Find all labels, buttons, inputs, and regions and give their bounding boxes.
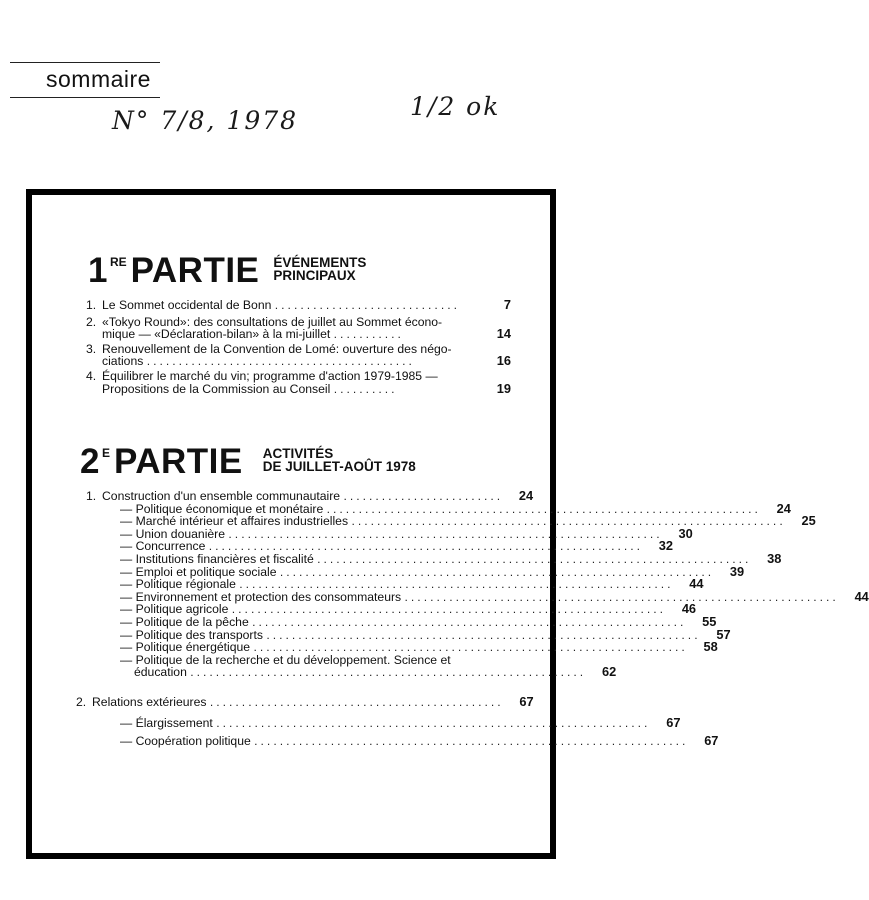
part1-number: 1 — [88, 251, 108, 290]
toc-item-label: — Politique régionale — [120, 577, 236, 592]
toc-item-continuation[interactable]: mique — «Déclaration-bilan» à la mi-juillet ........... 14 — [102, 326, 511, 342]
toc-item[interactable]: — Politique des transports .................................................................... 57 — [120, 626, 731, 642]
toc-item-label: — Concurrence — [120, 539, 206, 554]
toc-item-label: — Politique économique et monétaire — [120, 501, 324, 516]
toc-item-page: 57 — [716, 626, 731, 642]
toc-item-page: 14 — [496, 326, 511, 342]
part1-subtitle-line2: PRINCIPAUX — [273, 268, 356, 283]
toc-item[interactable]: — Concurrence .................................................................... 32 — [120, 538, 674, 554]
part2-subtitle-line1: ACTIVITÉS — [262, 446, 334, 461]
toc-section-label: Relations extérieures — [92, 694, 207, 709]
toc-item-page: 38 — [767, 550, 782, 566]
toc-item-label: — Environnement et protection des consommateurs — [120, 589, 402, 604]
toc-item-page: 44 — [854, 588, 869, 604]
toc-item-label: Équilibrer le marché du vin; programme d'action 1979-1985 — — [102, 368, 438, 383]
toc-item-label: — Institutions financières et fiscalité — [120, 551, 314, 566]
toc-item-label: ciations — [102, 354, 144, 369]
toc-item-label: Renouvellement de la Convention de Lomé: ouverture des négo- — [102, 341, 452, 356]
toc-item-label: — Politique agricole — [120, 602, 229, 617]
handwritten-issue-number: N° 7/8, 1978 — [112, 106, 299, 135]
toc-item-page: 55 — [702, 613, 717, 629]
toc-item-page: 25 — [801, 513, 816, 529]
toc-item[interactable]: — Politique énergétique .................................................................... 58 — [120, 639, 718, 655]
toc-item[interactable]: — Coopération politique .................................................................... 67 — [120, 733, 719, 749]
part2-number: 2 — [80, 442, 100, 481]
toc-item-continuation[interactable]: ciations .......................................... 16 — [102, 353, 511, 369]
toc-item-label: — Politique de la pêche — [120, 614, 249, 629]
toc-item[interactable]: 1. Le Sommet occidental de Bonn ............................. 7 — [86, 297, 511, 312]
toc-item[interactable]: — Environnement et protection des consommateurs .................................................................... 44 — [120, 588, 869, 604]
toc-item[interactable]: — Institutions financières et fiscalité .................................................................... 38 — [120, 550, 782, 566]
toc-item-label: — Coopération politique — [120, 734, 251, 749]
toc-item-number: 4. — [86, 368, 97, 383]
toc-item[interactable]: — Élargissement .................................................................... 67 — [120, 714, 681, 730]
toc-section-label: Construction d'un ensemble communautaire — [102, 489, 341, 503]
toc-item-page: 30 — [678, 525, 693, 541]
toc-item-label: mique — «Déclaration-bilan» à la mi-juillet — [102, 327, 331, 342]
toc-item-label: — Élargissement — [120, 715, 213, 730]
toc-item[interactable]: — Politique économique et monétaire .................................................................... 24 — [120, 500, 791, 516]
toc-item-page: 58 — [703, 639, 718, 655]
toc-item-page: 44 — [689, 576, 704, 592]
toc-item[interactable]: — Union douanière .................................................................... 30 — [120, 525, 693, 541]
page-title: sommaire — [46, 66, 151, 92]
toc-item-page: 67 — [704, 733, 719, 749]
toc-item-label: — Politique énergétique — [120, 640, 251, 655]
part1-word: PARTIE — [130, 251, 260, 290]
part2-superscript: E — [101, 446, 110, 460]
toc-item-page: 7 — [503, 297, 511, 312]
part2-toc — [76, 488, 869, 749]
top-rule — [10, 62, 160, 63]
toc-item-page: 46 — [681, 601, 697, 617]
toc-item-number: 1. — [86, 298, 97, 312]
toc-item-label: Propositions de la Commission au Conseil — [102, 381, 331, 396]
toc-item-label: — Politique des transports — [120, 627, 263, 642]
title-underline — [10, 97, 160, 98]
part1-subtitle-line1: ÉVÉNEMENTS — [273, 255, 367, 270]
toc-item[interactable]: — Marché intérieur et affaires industrielles .................................................................... 25 — [120, 513, 816, 529]
toc-section-number: 1. — [86, 489, 97, 503]
toc-item[interactable]: — Politique agricole .................................................................... 46 — [120, 601, 697, 617]
part2-heading — [80, 444, 416, 479]
toc-section-number: 2. — [76, 694, 87, 709]
toc-item-number: 3. — [86, 341, 97, 356]
handwritten-mark: 1/2 ok — [410, 92, 501, 121]
toc-item-label: — Emploi et politique sociale — [120, 564, 277, 579]
toc-item-page: 67 — [666, 714, 681, 730]
part1-superscript: RE — [109, 255, 127, 269]
part1-subtitle — [273, 256, 366, 282]
part2-subtitle-line2: DE JUILLET-AOÛT 1978 — [262, 459, 416, 474]
part2-word: PARTIE — [113, 442, 243, 481]
toc-item-label: éducation — [134, 665, 187, 680]
toc-section[interactable]: 2. Relations extérieures .............................................. 67 — [76, 693, 534, 709]
toc-item-page: 16 — [496, 353, 511, 369]
toc-item[interactable]: — Emploi et politique sociale .................................................................... 39 — [120, 563, 745, 579]
toc-item-page: 62 — [601, 664, 617, 680]
toc-item-label: — Politique de la recherche et du développement. Science et — [120, 652, 451, 667]
toc-item-page: 32 — [658, 538, 674, 554]
toc-item-label: Le Sommet occidental de Bonn — [102, 298, 272, 312]
toc-item-label: — Union douanière — [120, 526, 226, 541]
toc-item-continuation[interactable]: éducation .............................................................. 62 — [134, 664, 617, 680]
part1-toc — [86, 299, 511, 395]
toc-item[interactable]: — Politique régionale .................................................................... 44 — [120, 576, 704, 592]
toc-item-continuation[interactable]: Propositions de la Commission au Conseil .......... 19 — [102, 380, 511, 396]
toc-item-number: 2. — [86, 314, 97, 329]
toc-item-page: 24 — [776, 500, 791, 516]
toc-item-label: — Marché intérieur et affaires industrielles — [120, 514, 349, 529]
toc-section-page: 24 — [518, 488, 534, 503]
part1-heading — [88, 253, 366, 288]
toc-section[interactable]: 1. Construction d'un ensemble communautaire ......................... 24 — [86, 488, 534, 503]
toc-section-page: 67 — [519, 693, 534, 709]
toc-item[interactable]: — Politique de la pêche .................................................................... 55 — [120, 613, 717, 629]
toc-item-label: «Tokyo Round»: des consultations de juillet au Sommet écono- — [102, 314, 443, 329]
toc-item-page: 39 — [729, 563, 745, 579]
part2-subtitle — [263, 447, 416, 473]
toc-item-page: 19 — [496, 380, 511, 396]
